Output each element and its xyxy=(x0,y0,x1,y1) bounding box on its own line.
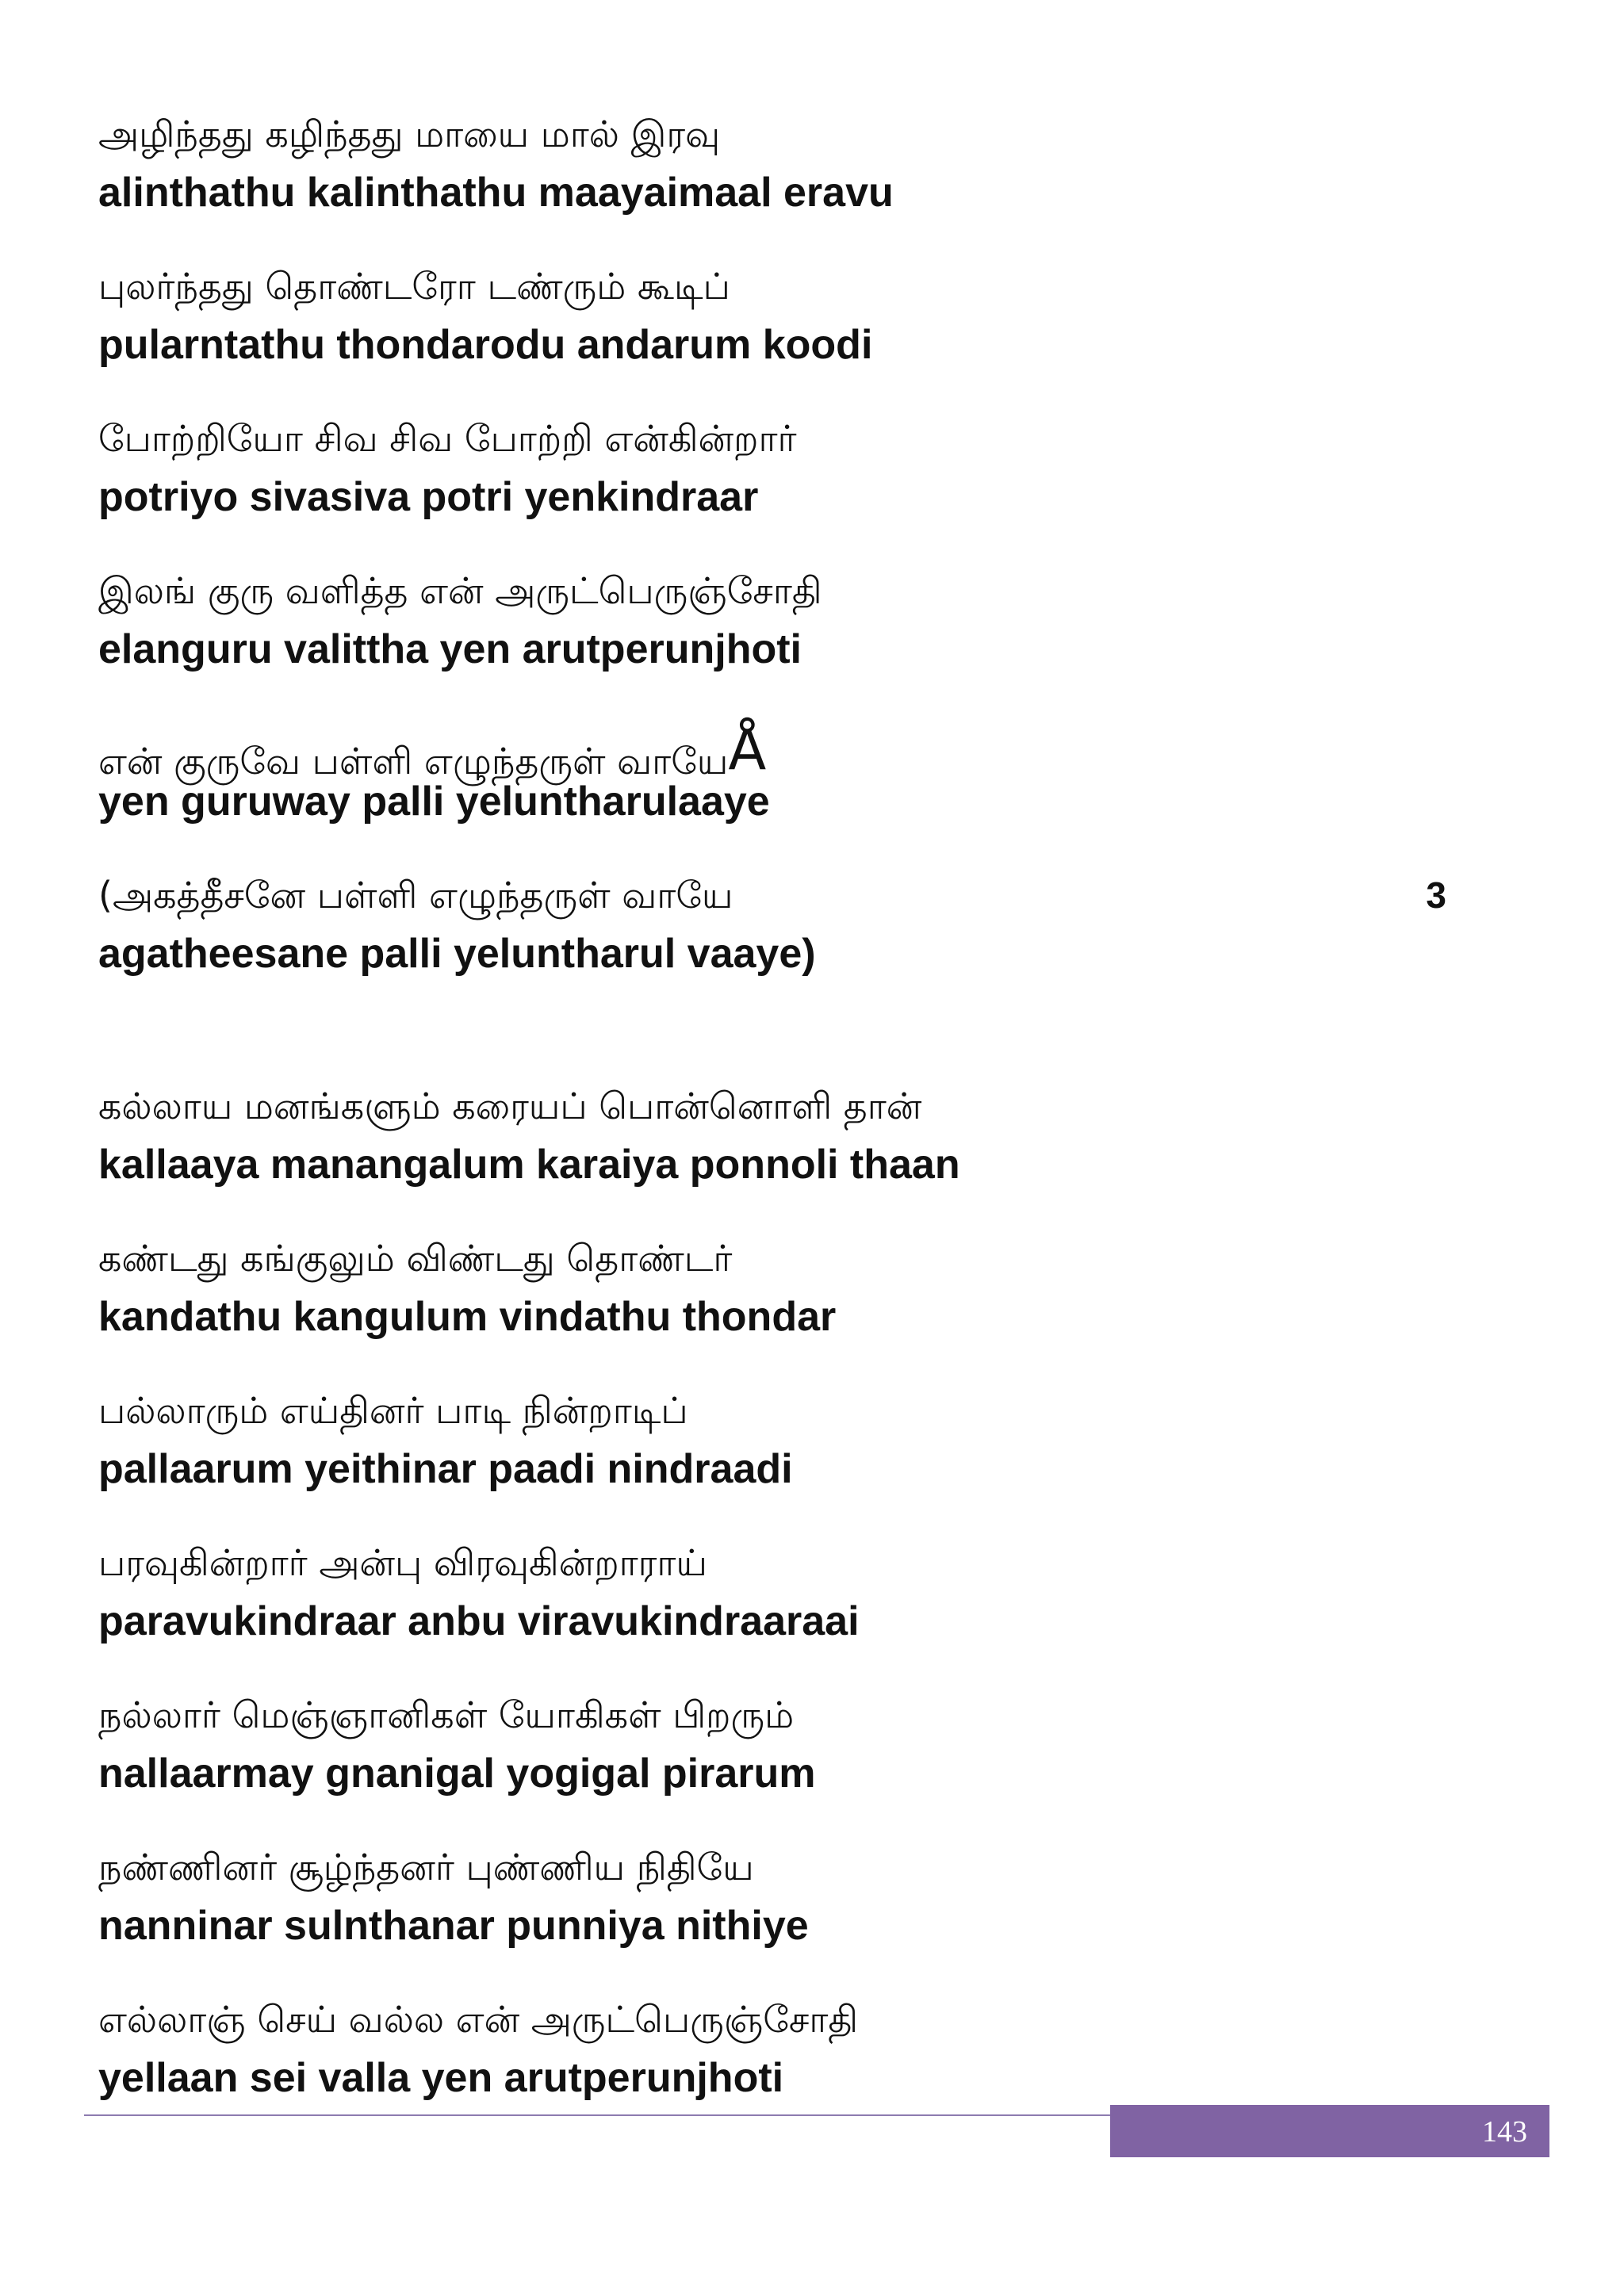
verse-line-12 xyxy=(98,1846,1446,1957)
tamil-line xyxy=(98,874,1446,929)
tamil-line: கல்லாய மனங்களும் கரையப் பொன்னொளி தான் xyxy=(98,1085,922,1127)
transliteration-line: kallaaya manangalum karaiya ponnoli thaan xyxy=(98,1142,960,1188)
verse-line-6 xyxy=(98,874,1446,985)
verse-line-11 xyxy=(98,1693,1446,1804)
special-mark: Å xyxy=(728,718,767,783)
tamil-line: நல்லார் மெஞ்ஞானிகள் யோகிகள் பிறரும் xyxy=(98,1693,795,1736)
verse-line-2 xyxy=(98,265,1446,376)
verse-line-9 xyxy=(98,1389,1446,1500)
tamil-line: கண்டது கங்குலும் விண்டது தொண்டர் xyxy=(98,1237,733,1280)
tamil-line: போற்றியோ சிவ சிவ போற்றி என்கின்றார் xyxy=(98,417,797,460)
verse-number: 3 xyxy=(1426,874,1446,916)
tamil-line: எல்லாஞ் செய் வல்ல என் அருட்பெருஞ்சோதி xyxy=(98,1998,859,2041)
verse-line-13 xyxy=(98,1998,1446,2109)
transliteration-line: nanninar sulnthanar punniya nithiye xyxy=(98,1903,809,1949)
tamil-line: பரவுகின்றார் அன்பு விரவுகின்றாராய் xyxy=(98,1541,707,1584)
tamil-line: அழிந்தது கழிந்தது மாயை மால் இரவு xyxy=(98,113,721,155)
transliteration-line: paravukindraar anbu viravukindraaraai xyxy=(98,1598,860,1644)
transliteration-line: potriyo sivasiva potri yenkindraar xyxy=(98,474,759,520)
transliteration-line: elanguru valittha yen arutperunjhoti xyxy=(98,626,802,672)
page-number-box xyxy=(1110,2105,1549,2157)
tamil-line: நண்ணினர் சூழ்ந்தனர் புண்ணிய நிதியே xyxy=(98,1846,754,1888)
hymn-text xyxy=(98,113,1446,2109)
verse-line-7 xyxy=(98,1085,1446,1196)
transliteration-line: pallaarum yeithinar paadi nindraadi xyxy=(98,1446,793,1492)
verse-line-8 xyxy=(98,1237,1446,1348)
transliteration-line: agatheesane palli yeluntharul vaaye) xyxy=(98,931,816,977)
transliteration-line: kandathu kangulum vindathu thondar xyxy=(98,1294,837,1340)
transliteration-line: pularntathu thondarodu andarum koodi xyxy=(98,322,873,368)
page-number: 143 xyxy=(1482,2115,1527,2149)
verse-line-5 xyxy=(98,718,1446,832)
tamil-line: இலங் குரு வளித்த என் அருட்பெருஞ்சோதி xyxy=(98,569,822,612)
tamil-text: என் குருவே பள்ளி எழுந்தருள் வாயே xyxy=(98,740,729,783)
verse-line-10 xyxy=(98,1541,1446,1652)
transliteration-line: nallaarmay gnanigal yogigal pirarum xyxy=(98,1751,816,1797)
tamil-line xyxy=(98,718,1446,783)
transliteration-line: yellaan sei valla yen arutperunjhoti xyxy=(98,2055,784,2101)
transliteration-line: alinthathu kalinthathu maayaimaal eravu xyxy=(98,170,894,216)
verse-line-4 xyxy=(98,569,1446,680)
tamil-text: (அகத்தீசனே பள்ளி எழுந்தருள் வாயே xyxy=(98,874,733,916)
tamil-line: புலர்ந்தது தொண்டரோ டண்ரும் கூடிப் xyxy=(98,265,730,308)
tamil-line: பல்லாரும் எய்தினர் பாடி நின்றாடிப் xyxy=(98,1389,688,1432)
verse-line-1 xyxy=(98,113,1446,224)
verse-line-3 xyxy=(98,417,1446,528)
transliteration-line: yen guruway palli yeluntharulaaye xyxy=(98,779,770,825)
